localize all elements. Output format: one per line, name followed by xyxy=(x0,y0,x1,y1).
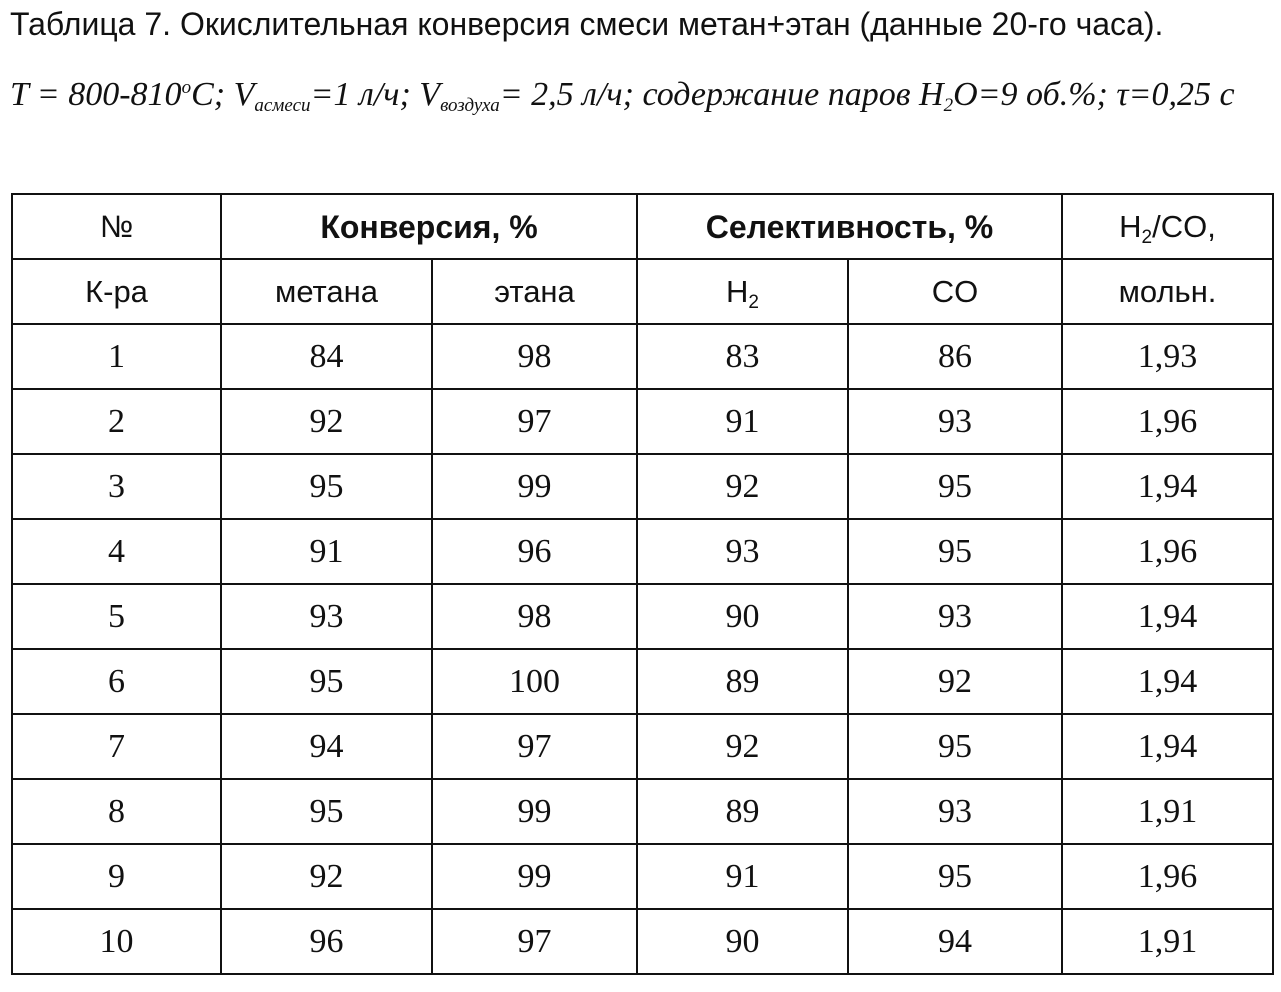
cell-methane: 95 xyxy=(221,649,432,714)
cell-co: 86 xyxy=(848,324,1062,389)
cell-number: 8 xyxy=(12,779,221,844)
header-h2 xyxy=(637,259,848,324)
header-selectivity: Селективность, % xyxy=(637,194,1062,259)
cell-ethane: 97 xyxy=(432,389,637,454)
cell-h2: 91 xyxy=(637,389,848,454)
cell-co: 95 xyxy=(848,844,1062,909)
cell-ratio: 1,91 xyxy=(1062,779,1273,844)
cell-ratio: 1,91 xyxy=(1062,909,1273,974)
header-number-top: № xyxy=(12,194,221,259)
water-content-value: O=9 об.%; τ=0,25 с xyxy=(953,76,1235,113)
experiment-conditions xyxy=(10,62,1270,128)
table-row xyxy=(12,779,1273,844)
table-row xyxy=(12,649,1273,714)
h2-subscript: 2 xyxy=(748,291,759,313)
air-flow-subscript: воздуха xyxy=(440,95,500,116)
temperature-text: T = 800-810 xyxy=(10,76,182,113)
h2-h-label: H xyxy=(726,273,749,309)
cell-h2: 90 xyxy=(637,909,848,974)
header-ethane: этана xyxy=(432,259,637,324)
table-row xyxy=(12,389,1273,454)
table-row xyxy=(12,519,1273,584)
cell-number: 7 xyxy=(12,714,221,779)
table-row xyxy=(12,844,1273,909)
cell-methane: 84 xyxy=(221,324,432,389)
cell-ethane: 98 xyxy=(432,324,637,389)
cell-ethane: 99 xyxy=(432,779,637,844)
ratio-h-subscript: 2 xyxy=(1141,226,1153,248)
cell-ethane: 97 xyxy=(432,714,637,779)
cell-number: 2 xyxy=(12,389,221,454)
cell-methane: 91 xyxy=(221,519,432,584)
table-row xyxy=(12,584,1273,649)
cell-number: 5 xyxy=(12,584,221,649)
cell-h2: 92 xyxy=(637,454,848,519)
cell-h2: 92 xyxy=(637,714,848,779)
cell-h2: 90 xyxy=(637,584,848,649)
table-row xyxy=(12,714,1273,779)
cell-number: 9 xyxy=(12,844,221,909)
cell-ratio: 1,94 xyxy=(1062,714,1273,779)
cell-number: 4 xyxy=(12,519,221,584)
cell-h2: 83 xyxy=(637,324,848,389)
table-row xyxy=(12,324,1273,389)
cell-ratio: 1,96 xyxy=(1062,389,1273,454)
cell-ethane: 99 xyxy=(432,844,637,909)
cell-methane: 93 xyxy=(221,584,432,649)
header-row-top xyxy=(12,194,1273,259)
cell-co: 93 xyxy=(848,584,1062,649)
cell-ratio: 1,94 xyxy=(1062,649,1273,714)
cell-ethane: 97 xyxy=(432,909,637,974)
temperature-unit: C; V xyxy=(191,76,255,113)
header-ratio-top xyxy=(1062,194,1273,259)
cell-co: 94 xyxy=(848,909,1062,974)
table-row xyxy=(12,454,1273,519)
air-flow-value: = 2,5 л/ч; содержание паров H xyxy=(499,76,944,113)
table-caption: Таблица 7. Окислительная конверсия смеси метан+этан (данные 20-го часа). xyxy=(10,6,1164,42)
cell-h2: 91 xyxy=(637,844,848,909)
cell-number: 1 xyxy=(12,324,221,389)
cell-number: 6 xyxy=(12,649,221,714)
mixture-flow-subscript: асмеси xyxy=(254,95,311,116)
header-number-bottom: К-ра xyxy=(12,259,221,324)
cell-ethane: 99 xyxy=(432,454,637,519)
cell-methane: 92 xyxy=(221,844,432,909)
cell-number: 10 xyxy=(12,909,221,974)
cell-co: 92 xyxy=(848,649,1062,714)
cell-methane: 95 xyxy=(221,779,432,844)
header-ratio-bottom: мольн. xyxy=(1062,259,1273,324)
cell-ethane: 98 xyxy=(432,584,637,649)
water-subscript: 2 xyxy=(943,95,954,116)
cell-ratio: 1,96 xyxy=(1062,844,1273,909)
cell-ethane: 100 xyxy=(432,649,637,714)
cell-h2: 93 xyxy=(637,519,848,584)
cell-h2: 89 xyxy=(637,649,848,714)
cell-number: 3 xyxy=(12,454,221,519)
table-body xyxy=(12,324,1273,974)
cell-ethane: 96 xyxy=(432,519,637,584)
cell-h2: 89 xyxy=(637,779,848,844)
cell-co: 95 xyxy=(848,519,1062,584)
cell-ratio: 1,94 xyxy=(1062,454,1273,519)
header-row-bottom xyxy=(12,259,1273,324)
header-methane: метана xyxy=(221,259,432,324)
cell-ratio: 1,94 xyxy=(1062,584,1273,649)
results-table xyxy=(11,193,1274,975)
table-row xyxy=(12,909,1273,974)
cell-methane: 96 xyxy=(221,909,432,974)
cell-co: 93 xyxy=(848,389,1062,454)
cell-methane: 94 xyxy=(221,714,432,779)
cell-co: 95 xyxy=(848,714,1062,779)
ratio-h-label: H xyxy=(1119,208,1142,244)
cell-co: 93 xyxy=(848,779,1062,844)
cell-ratio: 1,93 xyxy=(1062,324,1273,389)
degree-sign: o xyxy=(181,77,192,98)
cell-methane: 92 xyxy=(221,389,432,454)
header-co: CO xyxy=(848,259,1062,324)
cell-methane: 95 xyxy=(221,454,432,519)
ratio-co-label: /CO, xyxy=(1152,208,1216,244)
cell-ratio: 1,96 xyxy=(1062,519,1273,584)
mixture-flow-value: =1 л/ч; V xyxy=(310,76,441,113)
cell-co: 95 xyxy=(848,454,1062,519)
header-conversion: Конверсия, % xyxy=(221,194,637,259)
